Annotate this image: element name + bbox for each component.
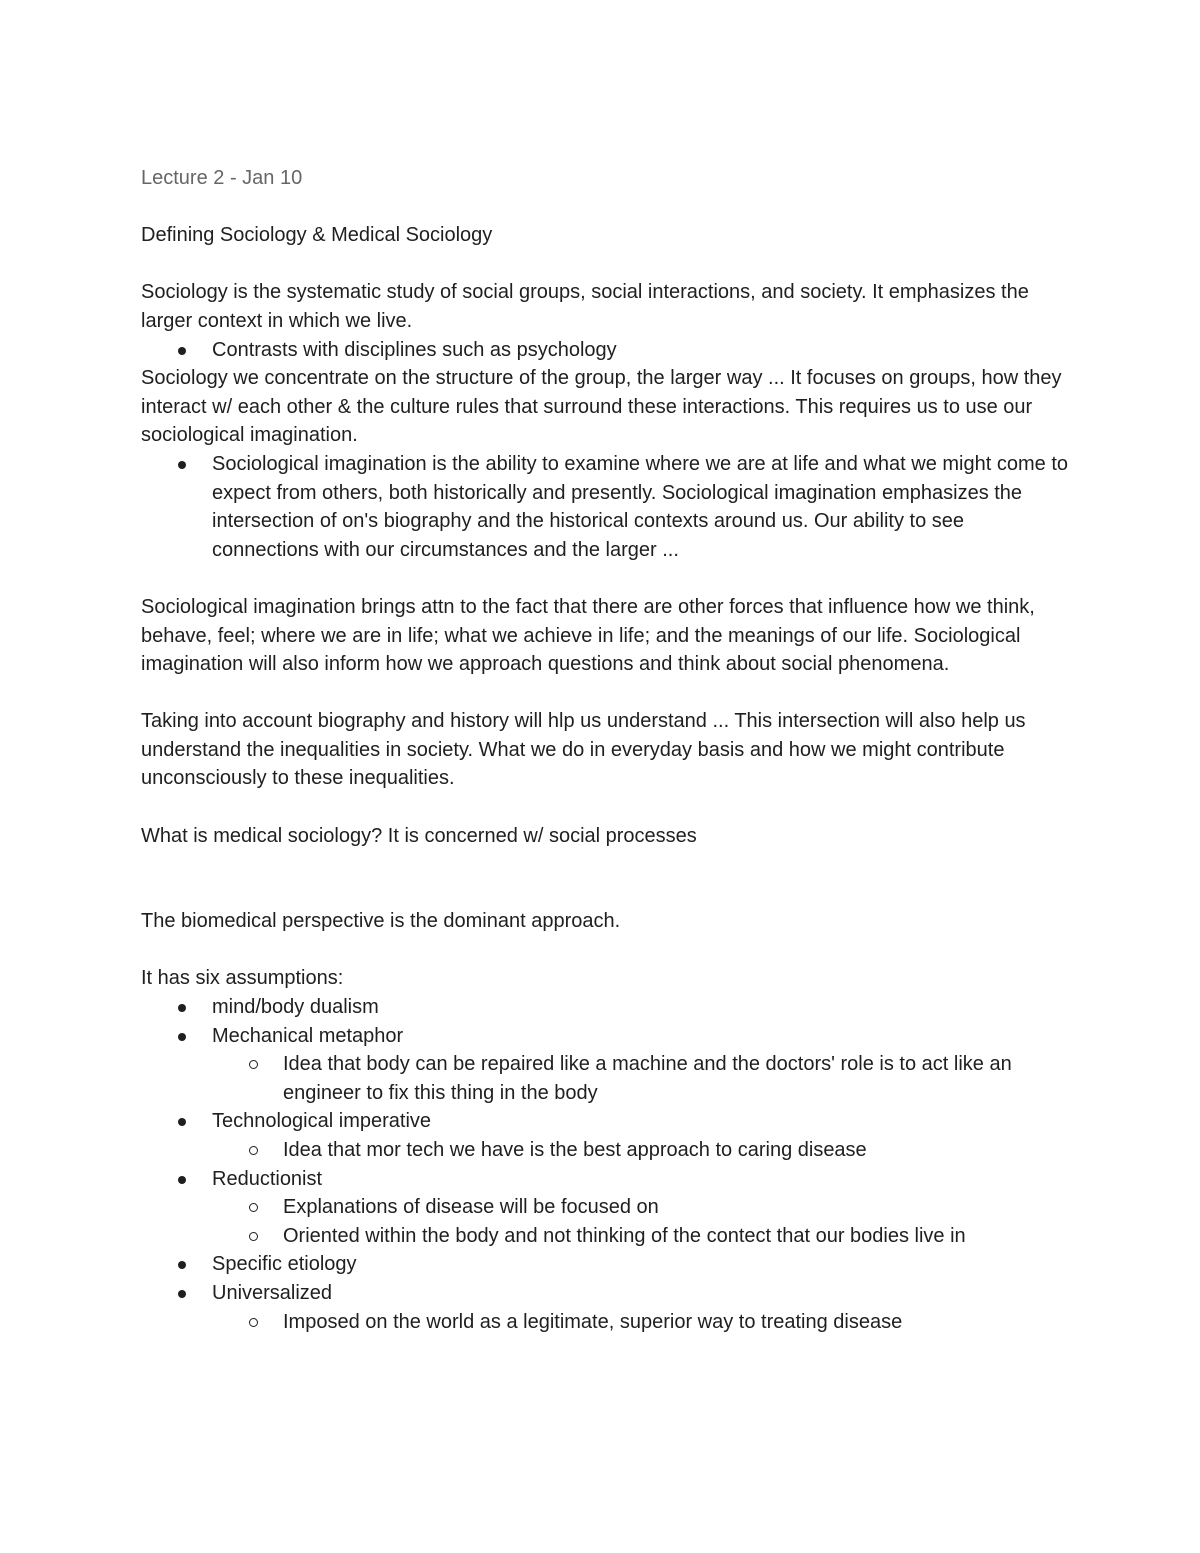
sub-list-item-text: Imposed on the world as a legitimate, superior way to treating disease — [283, 1310, 903, 1333]
list-item — [141, 336, 1071, 365]
list-item — [141, 1279, 1071, 1336]
paragraph-assumptions-intro: It has six assumptions: — [141, 967, 344, 990]
sub-list-item — [212, 1222, 1071, 1251]
paragraph-imagination: Sociological imagination brings attn to the fact that there are other forces that influence how we think, behave, feel; where we are in life; what we achieve in life; and the meanings of our life. Sociological imagination will also inform how we approach questions and think about social phenomena. — [141, 595, 1035, 676]
sub-list-item-text: Explanations of disease will be focused on — [283, 1196, 659, 1219]
bullet-icon — [178, 1176, 186, 1184]
paragraph-structure: Sociology we concentrate on the structure of the group, the larger way ... It focuses on groups, how they interact w/ each other & the culture rules that surround these interactions. This requires us to use our sociological imagination. — [141, 367, 1062, 447]
list-item — [141, 993, 1071, 1022]
bullet-icon — [178, 347, 186, 355]
sub-list-item — [212, 1193, 1071, 1222]
list-item-text: Contrasts with disciplines such as psychology — [212, 338, 617, 361]
spacer — [141, 936, 1071, 965]
list-item — [141, 1165, 1071, 1251]
sub-list — [212, 1050, 1071, 1107]
hollow-bullet-icon — [249, 1203, 258, 1212]
bullet-list — [141, 450, 1071, 564]
spacer — [141, 250, 1071, 279]
spacer — [141, 679, 1071, 708]
paragraph-medical-sociology: What is medical sociology? It is concerned w/ social processes — [141, 824, 697, 847]
bullet-icon — [178, 1261, 186, 1269]
subtitle: Lecture 2 - Jan 10 — [141, 167, 303, 189]
spacer — [141, 564, 1071, 593]
sub-list-item — [212, 1308, 1071, 1337]
sub-list-item-text: Idea that body can be repaired like a machine and the doctors' role is to act like an engineer to fix this thing in the body — [283, 1053, 1012, 1104]
bullet-list — [141, 336, 1071, 365]
paragraph-inequalities: Taking into account biography and history will hlp us understand ... This intersection will also help us understand the inequalities in society. What we do in everyday basis and how we might contribute unconsciously to these inequalities. — [141, 710, 1026, 790]
list-item-text: Technological imperative — [212, 1110, 432, 1133]
document-page — [141, 164, 1071, 1336]
bullet-icon — [178, 1033, 186, 1041]
spacer — [141, 193, 1071, 222]
hollow-bullet-icon — [249, 1232, 258, 1241]
paragraph-biomedical: The biomedical perspective is the dominant approach. — [141, 910, 621, 933]
assumptions-list — [141, 993, 1071, 1336]
sub-list-item — [212, 1050, 1071, 1107]
bullet-icon — [178, 1290, 186, 1298]
sub-list — [212, 1193, 1071, 1250]
list-item-text: Reductionist — [212, 1167, 323, 1190]
sub-list — [212, 1136, 1071, 1165]
hollow-bullet-icon — [249, 1060, 258, 1069]
list-item — [141, 1250, 1071, 1279]
sub-list-item-text: Idea that mor tech we have is the best approach to caring disease — [283, 1139, 867, 1161]
spacer — [141, 850, 1071, 907]
list-item-text: Mechanical metaphor — [212, 1024, 404, 1047]
heading: Defining Sociology & Medical Sociology — [141, 224, 493, 247]
list-item-text: Universalized — [212, 1281, 333, 1304]
hollow-bullet-icon — [249, 1318, 258, 1327]
list-item-text: Specific etiology — [212, 1253, 357, 1276]
bullet-icon — [178, 461, 186, 469]
paragraph-definition: Sociology is the systematic study of social groups, social interactions, and society. It emphasizes the larger context in which we live. — [141, 281, 1029, 332]
sub-list-item-text: Oriented within the body and not thinking of the contect that our bodies live in — [283, 1224, 966, 1247]
bullet-icon — [178, 1004, 186, 1012]
spacer — [141, 793, 1071, 822]
list-item-text: Sociological imagination is the ability to examine where we are at life and what we might come to expect from others, both historically and presently. Sociological imagination emphasizes the intersection of on's biography and the historical contexts around us. Our ability to see connections with our circumstances and the larger ... — [212, 452, 1068, 561]
sub-list — [212, 1308, 1071, 1337]
bullet-icon — [178, 1118, 186, 1126]
list-item — [141, 1022, 1071, 1108]
hollow-bullet-icon — [249, 1146, 258, 1155]
list-item — [141, 450, 1071, 564]
sub-list-item — [212, 1136, 1071, 1165]
list-item — [141, 1107, 1071, 1164]
list-item-text: mind/body dualism — [212, 996, 379, 1019]
